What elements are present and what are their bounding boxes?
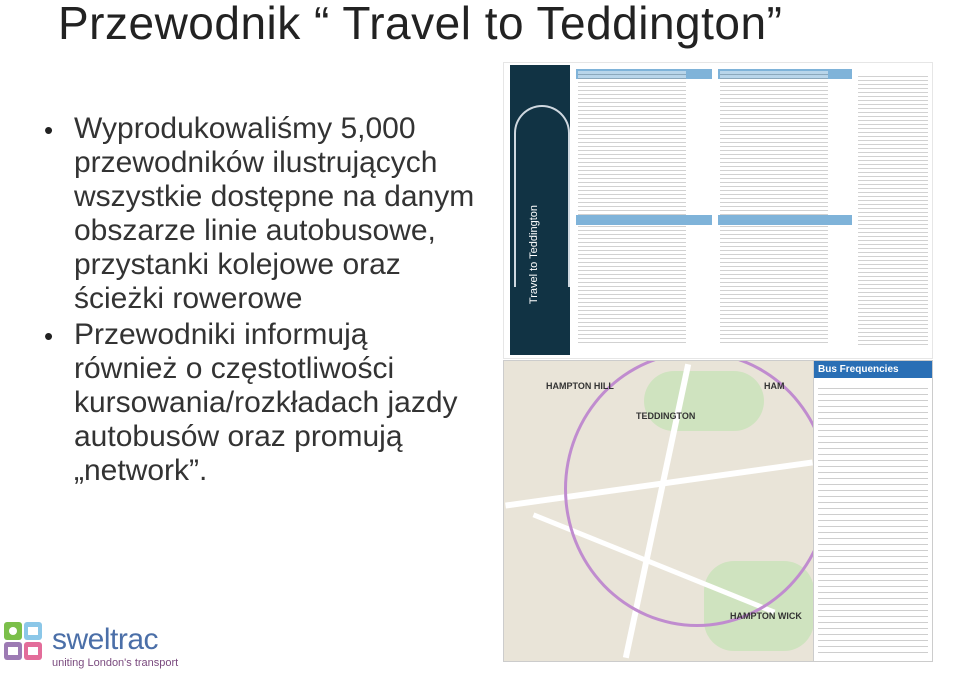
about-network-column [856,65,930,355]
bullet-item [44,112,484,316]
map-label: TEDDINGTON [636,411,696,421]
bus-map-image [503,360,815,662]
guide-leaflet-image [503,62,933,359]
bullet-item [44,318,484,488]
text-column [720,71,828,346]
map-label: HAMPTON WICK [730,611,802,621]
freq-lines [818,383,928,653]
map-label: HAM [764,381,785,391]
bullet-text: Wyprodukowaliśmy 5,000 przewodników ilustrujących wszystkie dostępne na danym obszarze linie autobusowe, przystanki kolejowe oraz ścieżki rowerowe [74,112,475,315]
map-label: HAMPTON HILL [546,381,614,391]
logo-text [52,624,178,670]
bridge-arch-icon [514,105,570,287]
slide-title: Przewodnik “ Travel to Teddington” [58,0,783,49]
logo-tagline: uniting London's transport [52,657,179,669]
guide-cover [510,65,570,355]
sweltrac-logo-icon [4,622,44,662]
bullet-dot-icon: • [44,321,54,351]
guide-cover-title: Travel to Teddington [528,205,540,305]
walking-zone-circle [564,360,815,627]
bike-section-header [576,215,712,225]
bullet-list [44,112,484,488]
bullet-text: Przewodniki informują również o częstotliwości kursowania/rozkładach jazdy autobusów oraz promują „network”. [74,318,458,487]
bus-frequency-table [813,360,933,662]
freq-header: Bus Frequencies [814,361,932,378]
text-column [858,73,928,348]
text-column [578,71,686,346]
logo-name: sweltrac [52,623,159,656]
car-section-header [718,215,852,225]
bullet-dot-icon: • [44,115,54,145]
